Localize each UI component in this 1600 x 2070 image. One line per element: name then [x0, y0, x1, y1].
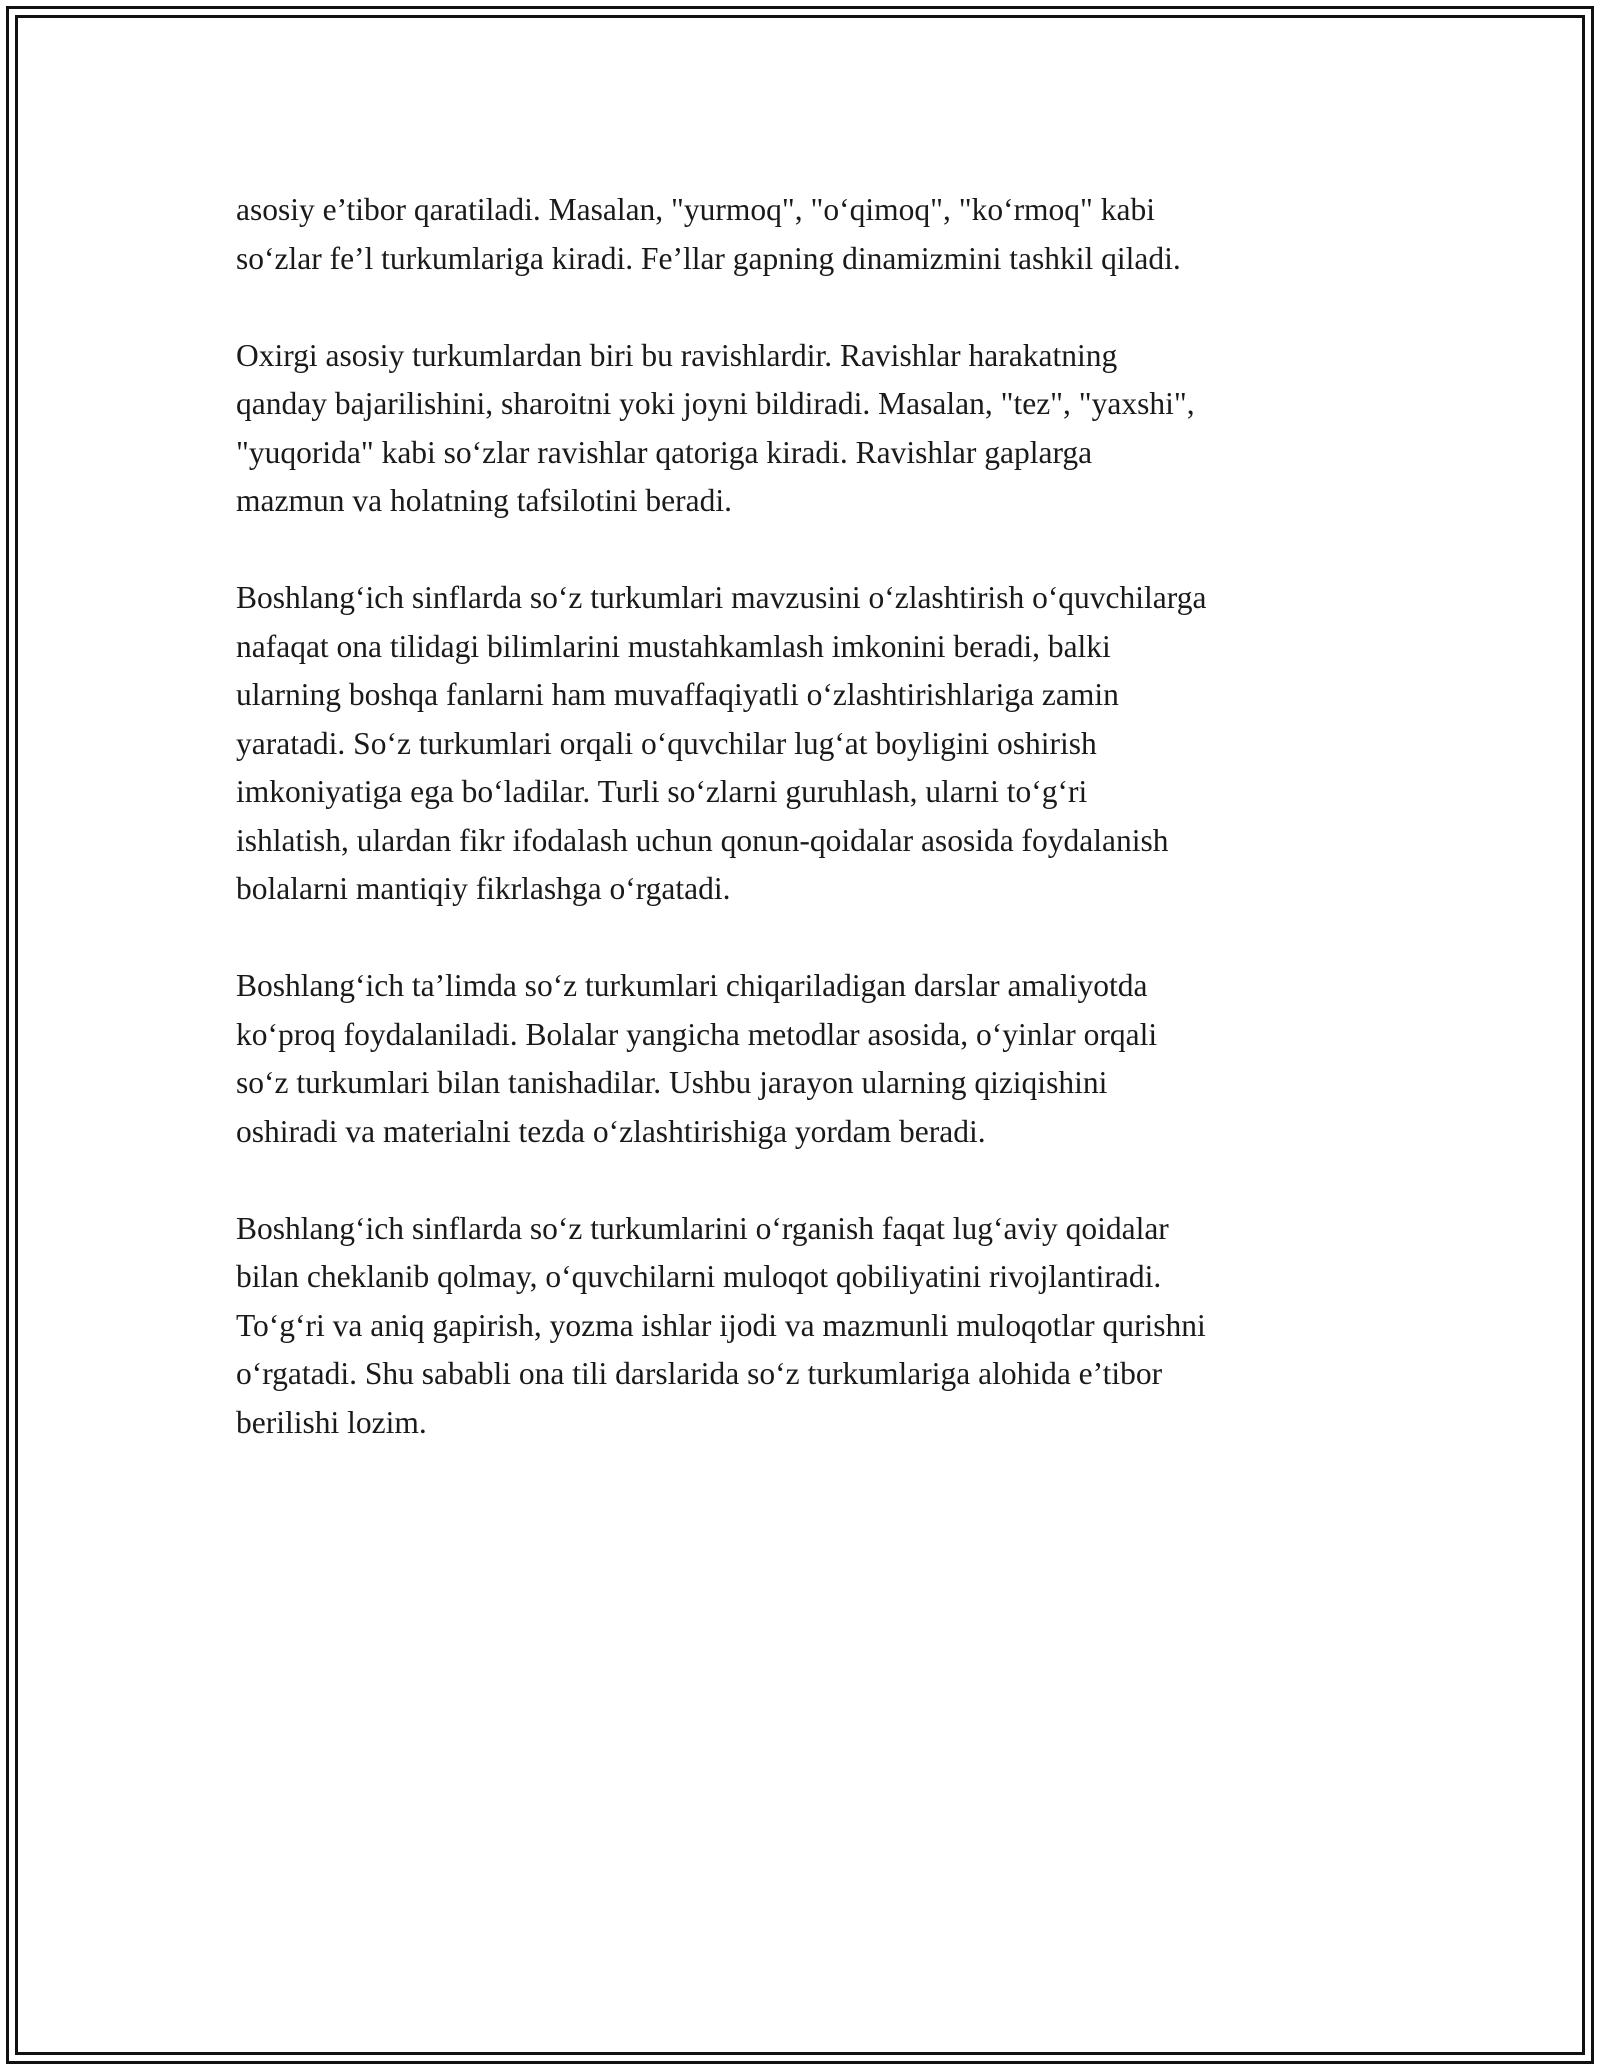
paragraph: Boshlang‘ich ta’limda so‘z turkumlari chiqariladigan darslar amaliyotda ko‘proq foydalaniladi. Bolalar yangicha metodlar asosida, o‘yinlar orqali so‘z turkumlari bilan tanishadilar. Ushbu jarayon ularning qiziqishini oshiradi va materialni tezda o‘zlashtirishiga yordam beradi.: [236, 968, 1158, 1149]
document-body: [236, 186, 1376, 1496]
paragraph: Boshlang‘ich sinflarda so‘z turkumlarini o‘rganish faqat lug‘aviy qoidalar bilan cheklanib qolmay, o‘quvchilarni muloqot qobiliyatini rivojlantiradi. To‘g‘ri va aniq gapirish, yozma ishlar ijodi va mazmunli muloqotlar qurishni o‘rgatadi. Shu sababli ona tili darslarida so‘z turkumlariga alohida e’tibor berilishi lozim.: [236, 1210, 1206, 1440]
paragraph: Oxirgi asosiy turkumlardan biri bu ravishlardir. Ravishlar harakatning qanday bajarilishini, sharoitni yoki joyni bildiradi. Masalan, "tez", "yaxshi", "yuqorida" kabi so‘zlar ravishlar qatoriga kiradi. Ravishlar gaplarga mazmun va holatning tafsilotini beradi.: [236, 337, 1195, 518]
paragraph: Boshlang‘ich sinflarda so‘z turkumlari mavzusini o‘zlashtirish o‘quvchilarga nafaqat ona tilidagi bilimlarini mustahkamlash imkonini beradi, balki ularning boshqa fanlarni ham muvaffaqiyatli o‘zlashtirishlariga zamin yaratadi. So‘z turkumlari orqali o‘quvchilar lug‘at boyligini oshirish imkoniyatiga ega bo‘ladilar. Turli so‘zlarni guruhlash, ularni to‘g‘ri ishlatish, ulardan fikr ifodalash uchun qonun-qoidalar asosida foydalanish bolalarni mantiqiy fikrlashga o‘rgatadi.: [236, 580, 1207, 906]
paragraph: asosiy e’tibor qaratiladi. Masalan, "yurmoq", "o‘qimoq", "ko‘rmoq" kabi so‘zlar fe’l turkumlariga kiradi. Fe’llar gapning dinamizmini tashkil qiladi.: [236, 192, 1181, 276]
